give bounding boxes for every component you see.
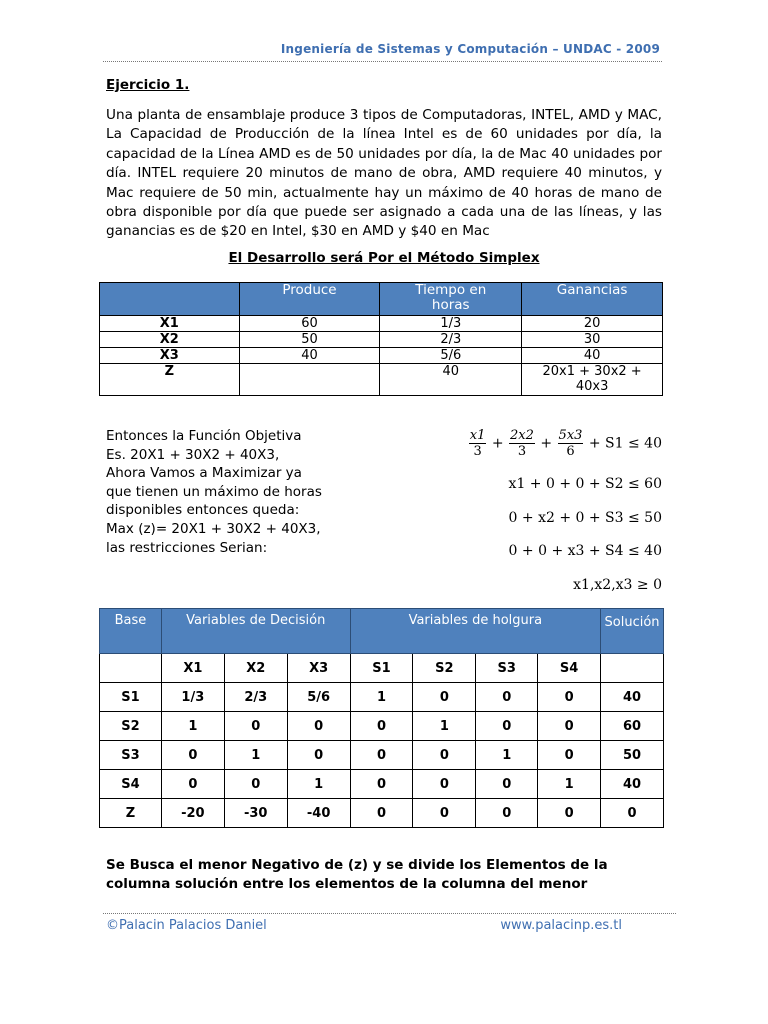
header-cell-empty (100, 283, 240, 316)
table-row (100, 364, 663, 396)
var-label: S3 (476, 654, 538, 683)
cell-solution: 0 (601, 799, 664, 828)
section-title: El Desarrollo será Por el Método Simplex (228, 250, 540, 266)
cell-solution: 50 (601, 741, 664, 770)
objective-line: Es. 20X1 + 30X2 + 40X3, (106, 446, 280, 463)
row-label: X3 (100, 348, 240, 364)
cell: 0 (350, 770, 413, 799)
header-cell-time: Tiempo en horas (380, 283, 522, 316)
constraint-4: 0 + 0 + x3 + S4 ≤ 40 (508, 543, 662, 559)
header-solution: Solución (601, 609, 664, 654)
cell: 1 (287, 770, 350, 799)
cell-profit: 20 (522, 316, 663, 332)
vars-empty-cell (601, 654, 664, 683)
cell-solution: 60 (601, 712, 664, 741)
cell: 0 (413, 741, 476, 770)
production-table (99, 282, 663, 396)
fraction: $\frac{2x2}{3}$ (510, 428, 534, 459)
var-label: X2 (224, 654, 287, 683)
row-label: X1 (100, 316, 240, 332)
cell: 0 (287, 741, 350, 770)
table-row (100, 799, 664, 828)
var-label: X1 (161, 654, 224, 683)
objective-line: Ahora Vamos a Maximizar ya (106, 465, 302, 482)
cell: 1 (538, 770, 601, 799)
objective-line: Max (z)= 20X1 + 30X2 + 40X3, (106, 520, 321, 537)
cell-produce: 50 (239, 332, 380, 348)
row-base: S1 (100, 683, 162, 712)
objective-line: disponibles entonces queda: (106, 502, 300, 519)
header-divider (103, 61, 662, 62)
var-label: S4 (538, 654, 601, 683)
objective-line: Entonces la Función Objetiva (106, 428, 302, 444)
header-cell-produce: Produce (239, 283, 380, 316)
production-table-header (100, 283, 663, 316)
header-base: Base (100, 609, 162, 654)
cell: 1 (413, 712, 476, 741)
simplex-table (99, 608, 664, 828)
fraction: $\frac{x1}{3}$ (469, 428, 486, 459)
cell-time: 2/3 (380, 332, 522, 348)
row-base: S2 (100, 712, 162, 741)
row-base: Z (100, 799, 162, 828)
cell: -40 (287, 799, 350, 828)
footer-divider (103, 913, 676, 914)
header-decision-vars: Variables de Decisión (161, 609, 350, 654)
row-base: S4 (100, 770, 162, 799)
cell: 0 (350, 741, 413, 770)
objective-text (106, 427, 346, 557)
cell-produce (239, 364, 380, 396)
cell: 0 (224, 712, 287, 741)
constraint-nonnegativity: x1,x2,x3 ≥ 0 (573, 577, 662, 593)
row-label: X2 (100, 332, 240, 348)
cell-produce: 60 (239, 316, 380, 332)
vars-empty-cell (100, 654, 162, 683)
table-row (100, 741, 664, 770)
header-slack-vars: Variables de holgura (350, 609, 601, 654)
var-label: S2 (413, 654, 476, 683)
cell: 0 (538, 799, 601, 828)
cell: 0 (538, 741, 601, 770)
cell: 0 (350, 712, 413, 741)
cell: 0 (161, 741, 224, 770)
constraint-1: $\frac{x1}{3}$ + $\frac{2x2}{3}$ + $\frac{5x3}{6}$ + S1 ≤ 40 (469, 428, 662, 459)
cell: 0 (413, 799, 476, 828)
cell-produce: 40 (239, 348, 380, 364)
exercise-intro: Una planta de ensamblaje produce 3 tipos de Computadoras, INTEL, AMD y MAC, La Capacidad de Producción de la línea Intel es de 60 unidades por día, la capacidad de la Línea AMD es de 50 unidades por día, la de Mac 40 unidades por día. INTEL requiere 20 minutos de mano de obra, AMD requiere 40 minutos, y Mac requiere de 50 min, actualmente hay un máximo de 40 horas de mano de obra disponible por día que puede ser asignado a cada una de las líneas, y las ganancias es de $20 en Intel, $30 en AMD y $40 en Mac (106, 107, 662, 240)
table-row (100, 770, 664, 799)
fraction: $\frac{5x3}{6}$ (558, 428, 583, 459)
cell: 5/6 (287, 683, 350, 712)
table-row (100, 332, 663, 348)
cell-profit: 20x1 + 30x2 + 40x3 (522, 364, 663, 396)
cell-time: 5/6 (380, 348, 522, 364)
constraint-3: 0 + x2 + 0 + S3 ≤ 50 (508, 510, 662, 526)
simplex-header-row (100, 609, 664, 654)
cell: 0 (538, 683, 601, 712)
cell: 0 (350, 799, 413, 828)
cell: 0 (161, 770, 224, 799)
var-label: S1 (350, 654, 413, 683)
cell: 1 (224, 741, 287, 770)
cell-profit: 30 (522, 332, 663, 348)
cell: 0 (224, 770, 287, 799)
cell: 0 (476, 799, 538, 828)
table-row (100, 712, 664, 741)
cell: 1 (350, 683, 413, 712)
table-row (100, 348, 663, 364)
page-header-title: Ingeniería de Sistemas y Computación – UNDAC - 2009 (280, 42, 660, 56)
exercise-title: Ejercicio 1. (106, 77, 190, 93)
cell: 0 (538, 712, 601, 741)
cell: 0 (413, 770, 476, 799)
header-cell-profit: Ganancias (522, 283, 663, 316)
cell: 1 (476, 741, 538, 770)
row-label: Z (100, 364, 240, 396)
cell: -30 (224, 799, 287, 828)
table-row (100, 683, 664, 712)
row-base: S3 (100, 741, 162, 770)
cell-solution: 40 (601, 683, 664, 712)
cell: 2/3 (224, 683, 287, 712)
cell: 1/3 (161, 683, 224, 712)
cell-solution: 40 (601, 770, 664, 799)
cell-time: 40 (380, 364, 522, 396)
objective-line: las restricciones Serian: (106, 539, 268, 556)
cell-profit: 40 (522, 348, 663, 364)
table-row (100, 316, 663, 332)
cell: 1 (161, 712, 224, 741)
objective-line: que tienen un máximo de horas (106, 483, 322, 500)
cell: 0 (287, 712, 350, 741)
cell: 0 (476, 683, 538, 712)
constraint-2: x1 + 0 + 0 + S2 ≤ 60 (508, 476, 662, 492)
cell: -20 (161, 799, 224, 828)
simplex-vars-row (100, 654, 664, 683)
footer-author: ©Palacin Palacios Daniel (106, 918, 267, 933)
var-label: X3 (287, 654, 350, 683)
constraint-1-tail: + S1 ≤ 40 (588, 435, 662, 452)
cell: 0 (476, 770, 538, 799)
cell-time: 1/3 (380, 316, 522, 332)
cell: 0 (413, 683, 476, 712)
footer-url[interactable]: www.palacinp.es.tl (500, 918, 622, 933)
conclusion-text: Se Busca el menor Negativo de (z) y se divide los Elementos de la columna solución entre los elementos de la columna del menor (106, 857, 608, 892)
cell: 0 (476, 712, 538, 741)
